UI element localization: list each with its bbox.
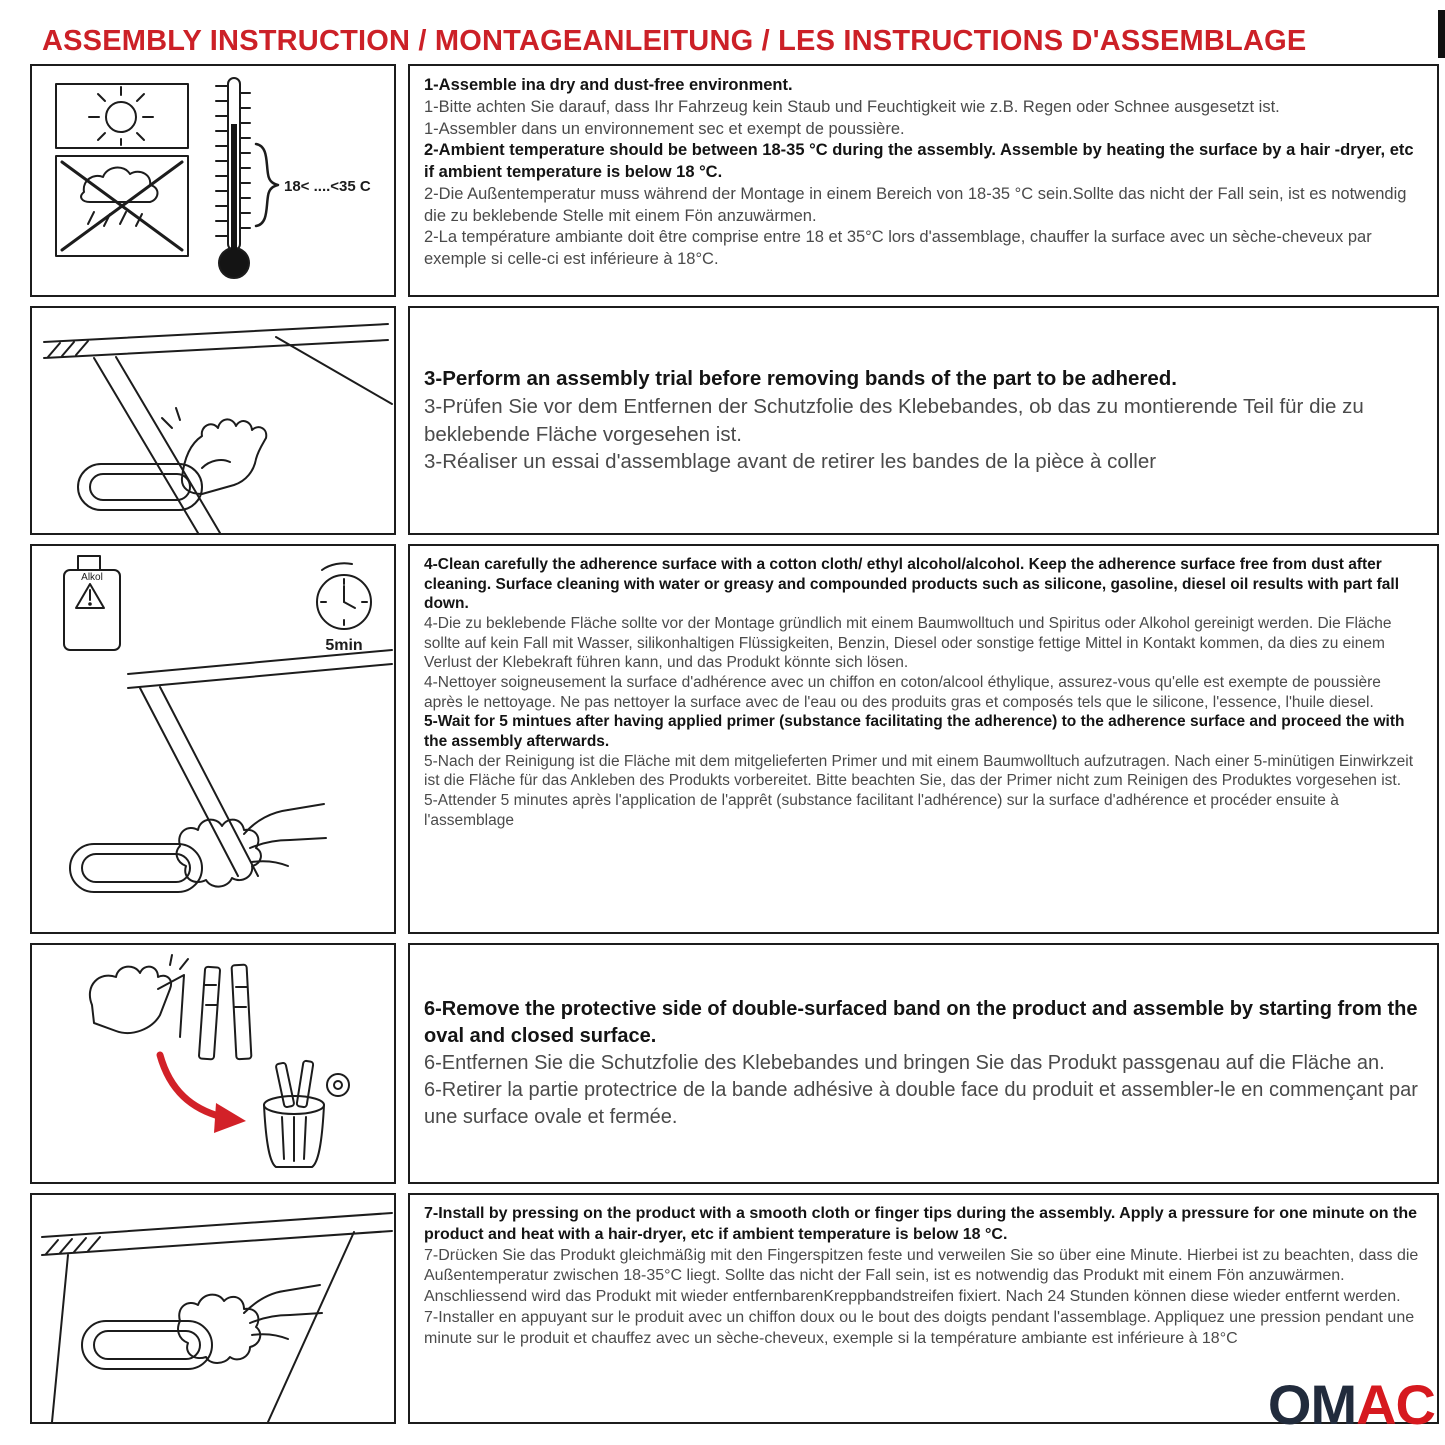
step-5-en: 5-Wait for 5 mintues after having applied primer (substance facilitating the adherence) to the adherence surface and proceed the with the assembly afterwards. (424, 713, 1405, 751)
hand-with-cloth-icon (177, 804, 326, 887)
step-3-fr: 3-Réaliser un essai d'assemblage avant de retirer les bandes de la pièce à coller (424, 450, 1157, 474)
text-steps-4-5 (408, 544, 1439, 934)
step-4-en: 4-Clean carefully the adherence surface with a cotton cloth/ ethyl alcohol/alcohol. Keep the adherence surface free from dust after cleaning. Surface cleaning with water or greasy and compounded products such as silicone, gasoline, diesel oil results with part fall down. (424, 556, 1400, 613)
clock-label: 5min (325, 637, 363, 654)
step-2-de: 2-Die Außentemperatur muss während der Montage in einem Bereich von 18-35 °C sein.Sollte das nicht der Fall sein, ist es notwendig die zu beklebende Stelle mit einem Fön anzuwärmen. (424, 184, 1407, 225)
step-2-fr: 2-La température ambiante doit être comprise entre 18 et 35°C lors d'assemblage, chauffer la surface avec un sèche-cheveux par exemple si celle-ci est inférieure à 18°C. (424, 228, 1372, 269)
car-window-lines (128, 650, 392, 876)
illustration-assembly-trial (30, 306, 396, 535)
brace-mark (256, 144, 278, 226)
peel-band-illustration (32, 945, 394, 1182)
text-step-3 (408, 306, 1439, 535)
hand-peeling-icon (90, 955, 188, 1037)
temperature-range-label: 18< ....<35 C (284, 178, 371, 195)
trim-part (82, 1321, 212, 1369)
illustration-press (30, 1193, 396, 1424)
discard-arrow-icon (160, 1055, 246, 1133)
step-3-en: 3-Perform an assembly trial before removing bands of the part to be adhered. (424, 367, 1177, 391)
omac-logo (1267, 1373, 1435, 1436)
step-6-de: 6-Entfernen Sie die Schutzfolie des Klebebandes und bringen Sie das Produkt passgenau auf die Fläche an. (424, 1052, 1385, 1074)
car-window-lines (42, 1213, 392, 1422)
step-7-en: 7-Install by pressing on the product with a smooth cloth or finger tips during the assembly. Apply a pressure for one minute on the product and heat with a hair-dryer, etc if ambient temperature is below 18 °C. (424, 1205, 1417, 1243)
page-title: ASSEMBLY INSTRUCTION / MONTAGEANLEITUNG / LES INSTRUCTIONS D'ASSEMBLAGE (42, 25, 1307, 58)
environment-illustration (32, 66, 394, 295)
step-6-en: 6-Remove the protective side of double-surfaced band on the product and assemble by starting from the oval and closed surface. (424, 998, 1418, 1047)
omac-logo-dark: OM (1267, 1373, 1357, 1436)
alcohol-bottle-icon (64, 556, 120, 650)
thermometer-icon (216, 78, 278, 278)
step-1-en: 1-Assemble ina dry and dust-free environment. (424, 76, 793, 94)
illustration-remove-band (30, 943, 396, 1184)
no-rain-icon (56, 156, 188, 256)
step-5-fr: 5-Attender 5 minutes après l'application de l'apprêt (substance facilitant l'adhérence) sur la surface d'adhérence et procéder ensuite à l'assemblage (424, 792, 1339, 829)
hand-holding-part-illustration (32, 308, 394, 533)
step-4-fr: 4-Nettoyer soigneusement la surface d'adhérence avec un chiffon en coton/alcool éthylique, assurez-vous qu'elle est exempte de poussière après le nettoyage. Ne pas nettoyer la surface avec de l'eau ou des produits gras et composés tels que le silicone, l'essence, l'huile diesel. (424, 674, 1381, 711)
step-7-fr: 7-Installer en appuyant sur le produit avec un chiffon doux ou le bout des doigts pendant l'assemblage. Appliquez une pression pendant une minute sur le produit et chauffez avec un sèche-cheveux, exemple si la température ambiante est inférieure à 18°C (424, 1308, 1415, 1347)
cleaning-illustration (32, 546, 394, 932)
step-7-de: 7-Drücken Sie das Produkt gleichmäßig mit den Fingerspitzen feste und verweilen Sie so über eine Minute. Hierbei ist zu beachten, dass die Außentemperatur zwischen 18-35°C liegt. Sollte das nicht der Fall sein, ist es notwendig das Produkt mit einem Fön anzuwärmen. Anschliessend wird das Produkt mit wieder entfernbarenKreppbandstreifen fixiert. Nach 24 Stunden können diese wieder entfernt werden. (424, 1246, 1419, 1306)
step-1-fr: 1-Assembler dans un environnement sec et exempt de poussière. (424, 119, 905, 138)
band-strips (199, 965, 252, 1060)
scan-edge-mark (1438, 10, 1445, 58)
bottle-label: Alkol (81, 572, 103, 583)
step-5-de: 5-Nach der Reinigung ist die Fläche mit dem mitgelieferten Primer und mit einem Baumwolltuch aufzutragen. Nach einer 5-minütigen Einwirkzeit ist die Fläche für das Ankleben des Produkts vorbereitet. Bitte beachten Sie, das der Primer nicht zum Reinigen des Produktes vorgesehen ist. (424, 752, 1414, 790)
trim-part (70, 844, 202, 892)
clock-icon (317, 563, 371, 629)
illustration-environment (30, 64, 396, 297)
step-3-de: 3-Prüfen Sie vor dem Entfernen der Schutzfolie des Klebebandes, ob das zu montierende Teil für die zu beklebende Fläche vorgesehen ist. (424, 394, 1364, 446)
step-2-en: 2-Ambient temperature should be between 18-35 °C during the assembly. Assemble by heating the surface by a hair -dryer, etc if ambient temperature is below 18 °C. (424, 141, 1414, 182)
press-product-illustration (32, 1195, 394, 1422)
text-step-6 (408, 943, 1439, 1184)
illustration-cleaning (30, 544, 396, 934)
step-6-fr: 6-Retirer la partie protectrice de la bande adhésive à double face du produit et assembler-le en commençant par une surface ovale et fermée. (424, 1079, 1418, 1128)
trash-bin-icon (264, 1061, 349, 1167)
step-4-de: 4-Die zu beklebende Fläche sollte vor der Montage gründlich mit einem Baumwolltuch und Spiritus oder Alkohol gereinigt werden. Die Fläche sollte auf kein Fall mit Wasser, silikonhaltigen Flüssigkeiten, Benzin, Diesel oder sonstige fettige Mittel in Kontakt kommen, da dies zu einem Verlust der Klebekraft führen kann, und das Produkt könnte sich lösen. (424, 615, 1392, 672)
hand-icon (162, 408, 266, 494)
step-1-de: 1-Bitte achten Sie darauf, dass Ihr Fahrzeug kein Staub und Feuchtigkeit wie z.B. Regen oder Schnee ausgesetzt ist. (424, 97, 1280, 116)
omac-logo-red: AC (1356, 1373, 1435, 1436)
sun-icon (56, 84, 188, 148)
text-steps-1-2 (408, 64, 1439, 297)
